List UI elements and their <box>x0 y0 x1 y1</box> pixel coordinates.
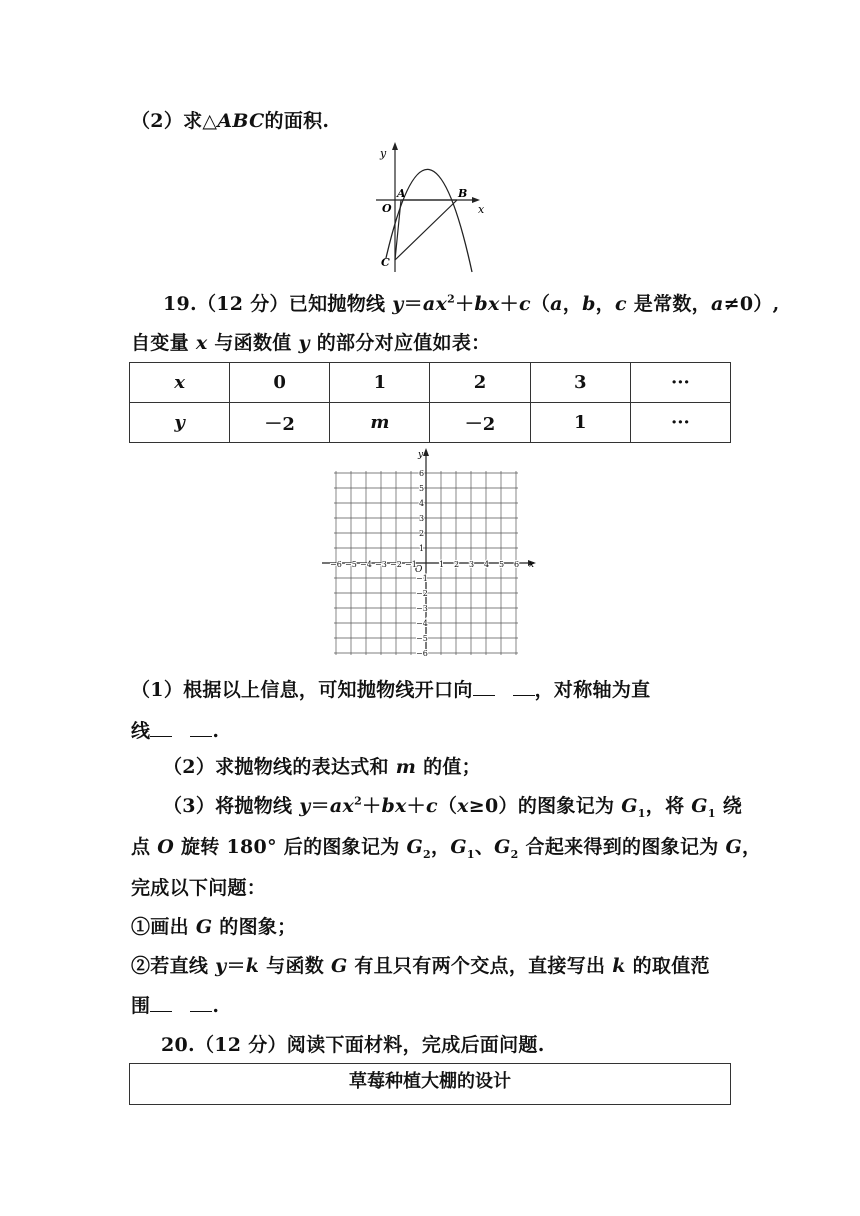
question-19-line1: 19.（12 分）已知抛物线 $y=ax^2+bx+c(a$，b，c 是常数，a≠0）, <box>163 292 780 315</box>
part3-line1: （3）将抛物线 $y=ax^2+bx+c(x\ge 0)$的图象记为 $G_1$，将 $G_1$ 绕 <box>163 794 742 820</box>
x-tick-label: 3 <box>469 560 475 569</box>
part3-line3: 完成以下问题： <box>131 877 267 899</box>
material-title-box <box>129 1063 731 1105</box>
material-title: 草莓种植大棚的设计 <box>349 1071 511 1092</box>
y-tick-label: −3 <box>416 604 428 613</box>
part2-line: （2）求抛物线的表达式和 m 的值； <box>163 756 481 778</box>
grid-y-arrow <box>423 448 429 456</box>
label-o: O <box>382 202 392 215</box>
table-cell: x <box>130 363 230 403</box>
table-cell: －2 <box>230 403 330 443</box>
answer-blank-axis[interactable] <box>150 722 172 737</box>
segment-ca <box>395 200 401 260</box>
answer-blank-opening-end[interactable] <box>513 681 535 696</box>
x-tick-label: 6 <box>514 560 520 569</box>
coordinate-grid <box>318 446 540 658</box>
label-b: B <box>458 187 468 200</box>
label-x: x <box>478 203 485 216</box>
table-cell: 0 <box>230 363 330 403</box>
parabola-triangle-figure <box>368 140 498 275</box>
question-20: 20.（12 分）阅读下面材料，完成后面问题. <box>161 1034 545 1056</box>
answer-blank-k-range[interactable] <box>150 997 172 1012</box>
table-cell: 3 <box>530 363 630 403</box>
y-axis-arrow <box>392 142 398 150</box>
x-tick-label: −6 <box>330 560 342 569</box>
segment-cb <box>395 200 457 260</box>
item2-line1: ②若直线 y＝k 与函数 G 有且只有两个交点，直接写出 k 的取值范 <box>131 955 710 977</box>
y-tick-label: 3 <box>419 514 425 523</box>
y-tick-label: −1 <box>416 574 428 583</box>
y-tick-label: 1 <box>419 544 425 553</box>
y-tick-label: 2 <box>419 529 425 538</box>
question-18-part2: （2）求△ABC的面积. <box>131 110 330 132</box>
table-cell: y <box>130 403 230 443</box>
x-tick-labels <box>330 560 519 569</box>
answer-blank-opening[interactable] <box>473 681 495 696</box>
y-tick-label: −2 <box>416 589 428 598</box>
table-cell: 1 <box>530 403 630 443</box>
x-tick-label: −1 <box>405 560 417 569</box>
table-cell: 1 <box>330 363 430 403</box>
answer-blank-axis-end[interactable] <box>190 722 212 737</box>
part1-line2: 线 . <box>131 720 220 742</box>
y-tick-label: −5 <box>416 634 428 643</box>
answer-blank-k-range-end[interactable] <box>190 997 212 1012</box>
y-tick-label: −6 <box>416 649 428 658</box>
x-tick-label: 1 <box>439 560 445 569</box>
label-c: C <box>381 256 390 269</box>
label-y: y <box>380 147 387 160</box>
x-tick-label: −5 <box>345 560 357 569</box>
x-tick-label: −2 <box>390 560 402 569</box>
x-tick-label: −4 <box>360 560 372 569</box>
y-tick-label: 5 <box>419 484 425 493</box>
y-tick-label: 4 <box>419 499 425 508</box>
value-table <box>129 362 731 443</box>
x-tick-label: 2 <box>454 560 460 569</box>
y-tick-label: 6 <box>419 469 425 478</box>
label-a: A <box>397 187 406 200</box>
x-tick-label: 5 <box>499 560 505 569</box>
table-row-x <box>130 363 731 403</box>
table-cell: 2 <box>430 363 530 403</box>
table-cell: ··· <box>630 403 730 443</box>
part3-line2: 点 O 旋转 180° 后的图象记为 $G_2$，$G_1$、$G_2$ 合起来得到的图象记为 G， <box>131 836 762 861</box>
table-cell: －2 <box>430 403 530 443</box>
table-cell: m <box>330 403 430 443</box>
item1-line: ①画出 G 的图象； <box>131 916 297 938</box>
table-cell: ··· <box>630 363 730 403</box>
question-19-line2: 自变量 x 与函数值 y 的部分对应值如表： <box>131 332 491 354</box>
item2-line2: 围 . <box>131 995 220 1017</box>
grid-label-origin: O <box>415 565 423 575</box>
grid-label-x: x <box>529 560 535 570</box>
part1-line1: （1）根据以上信息，可知抛物线开口向 ，对称轴为直 <box>131 679 651 701</box>
grid-label-y: y <box>418 450 424 460</box>
x-tick-label: −3 <box>375 560 387 569</box>
table-row-y <box>130 403 731 443</box>
y-tick-label: −4 <box>416 619 428 628</box>
x-tick-label: 4 <box>484 560 490 569</box>
